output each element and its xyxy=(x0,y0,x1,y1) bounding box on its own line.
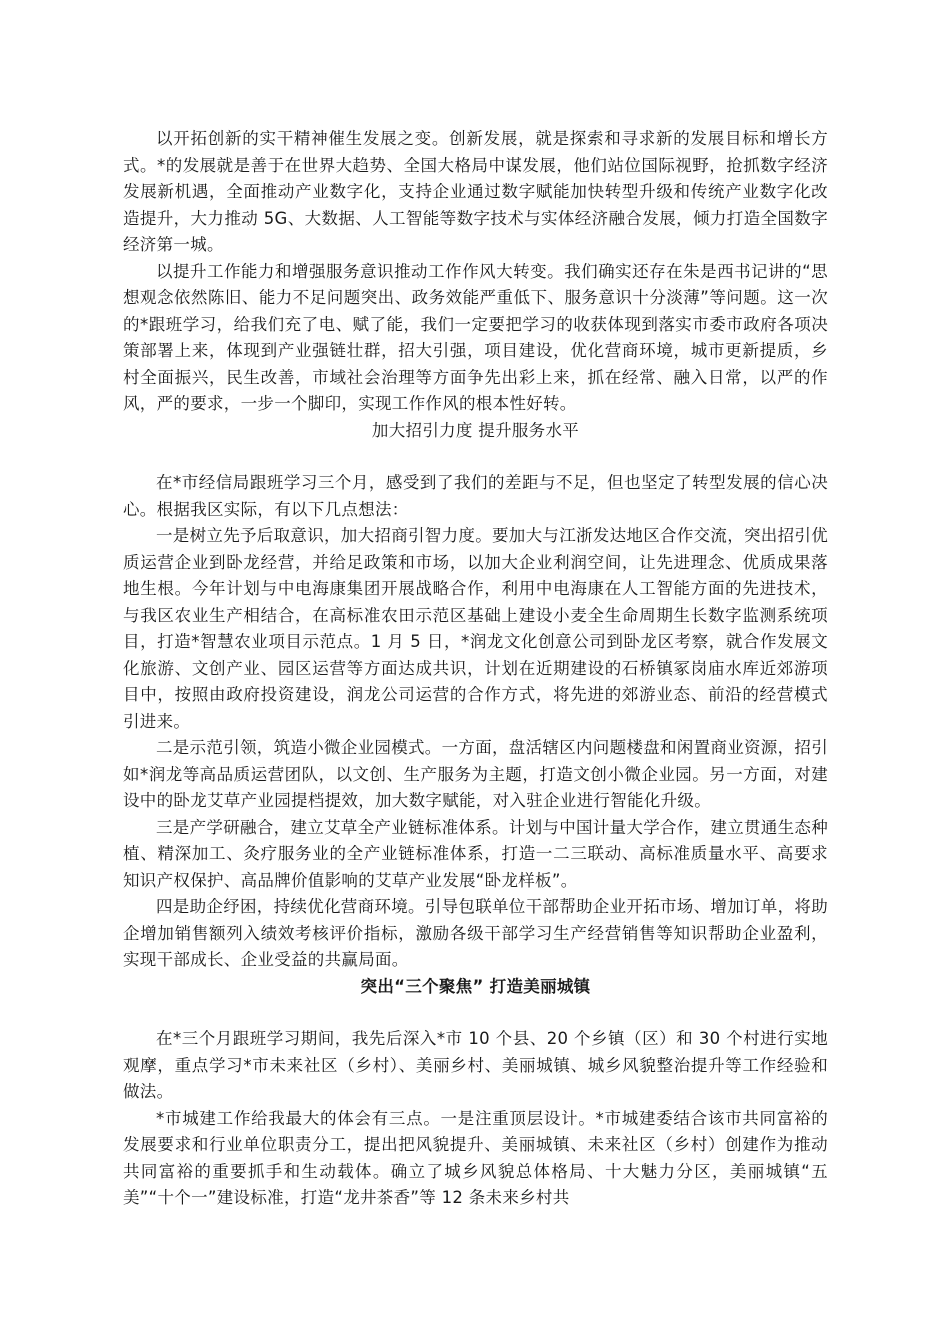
paragraph-point-two: 二是示范引领，筑造小微企业园模式。一方面，盘活辖区内问题楼盘和闲置商业资源，招引如*润龙等高品质运营团队，以文创、生产服务为主题，打造文创小微企业园。另一方面，对建设中的卧龙艾草产业园提档提效，加大数字赋能，对入驻企业进行智能化升级。 xyxy=(123,738,828,810)
paragraph-urban-construction: *市城建工作给我最大的体会有三点。一是注重顶层设计。*市城建委结合该市共同富裕的发展要求和行业单位职责分工，提出把风貌提升、美丽城镇、未来社区（乡村）创建作为推动共同富裕的重要抓手和生动载体。确立了城乡风貌总体格局、十大魅力分区，美丽城镇“五美”“十个一”建设标准，打造“龙井茶香”等 12 条未来乡村共 xyxy=(123,1108,828,1207)
document-body xyxy=(123,126,828,1212)
paragraph-study-intro: 在*市经信局跟班学习三个月，感受到了我们的差距与不足，但也坚定了转型发展的信心决心。根据我区实际，有以下几点想法： xyxy=(123,473,828,519)
section-heading-towns: 突出“三个聚焦” 打造美丽城镇 xyxy=(360,976,591,996)
blank-line xyxy=(123,1000,828,1026)
paragraph-work-style: 以提升工作能力和增强服务意识推动工作作风大转变。我们确实还存在朱是西书记讲的“思想观念依然陈旧、能力不足问题突出、政务效能严重低下、服务意识十分淡薄”等问题。这一次的*跟班学习，给我们充了电、赋了能，我们一定要把学习的收获体现到落实市委市政府各项决策部署上来，体现到产业强链壮群，招大引强，项目建设，优化营商环境，城市更新提质，乡村全面振兴，民生改善，市域社会治理等方面争先出彩上来，抓在经常、融入日常，以严的作风，严的要求，一步一个脚印，实现工作作风的根本性好转。 xyxy=(123,261,828,413)
blank-line xyxy=(123,444,828,470)
paragraph-field-visits: 在*三个月跟班学习期间，我先后深入*市 10 个县、20 个乡镇（区）和 30 个村进行实地观摩，重点学习*市未来社区（乡村）、美丽乡村、美丽城镇、城乡风貌整治提升等工作经验和做法。 xyxy=(123,1029,828,1101)
paragraph-point-three: 三是产学研融合，建立艾草全产业链标准体系。计划与中国计量大学合作，建立贯通生态种植、精深加工、灸疗服务业的全产业链标准体系，打造一二三联动、高标准质量水平、高要求知识产权保护、高品牌价值影响的艾草产业发展“卧龙样板”。 xyxy=(123,817,828,890)
paragraph-point-one: 一是树立先予后取意识，加大招商引智力度。要加大与江浙发达地区合作交流，突出招引优质运营企业到卧龙经营，并给足政策和市场，以加大企业利润空间，让先进理念、优质成果落地生根。今年计划与中电海康集团开展战略合作，利用中电海康在人工智能方面的先进技术，与我区农业生产相结合，在高标准农田示范区基础上建设小麦全生命周期生长数字监测系统项目，打造*智慧农业项目示范点。1 月 5 日，*润龙文化创意公司到卧龙区考察，就合作发展文化旅游、文创产业、园区运营等方面达成共识，计划在近期建设的石桥镇冢岗庙水库近郊游项目中，按照由政府投资建设，润龙公司运营的合作方式，将先进的郊游业态、前沿的经营模式引进来。 xyxy=(123,526,828,731)
paragraph-innovation: 以开拓创新的实干精神催生发展之变。创新发展，就是探索和寻求新的发展目标和增长方式。*的发展就是善于在世界大趋势、全国大格局中谋发展，他们站位国际视野，抢抓数字经济发展新机遇，全面推动产业数字化，支持企业通过数字赋能加快转型升级和传统产业数字化改造提升，大力推动 5G、大数据、人工智能等数字技术与实体经济融合发展，倾力打造全国数字经济第一城。 xyxy=(123,129,828,254)
paragraph-point-four: 四是助企纾困，持续优化营商环境。引导包联单位干部帮助企业开拓市场、增加订单，将助企增加销售额列入绩效考核评价指标，激励各级干部学习生产经营销售等知识帮助企业盈利，实现干部成长、企业受益的共赢局面。 xyxy=(123,897,828,969)
section-heading-investment: 加大招引力度 提升服务水平 xyxy=(371,420,580,440)
